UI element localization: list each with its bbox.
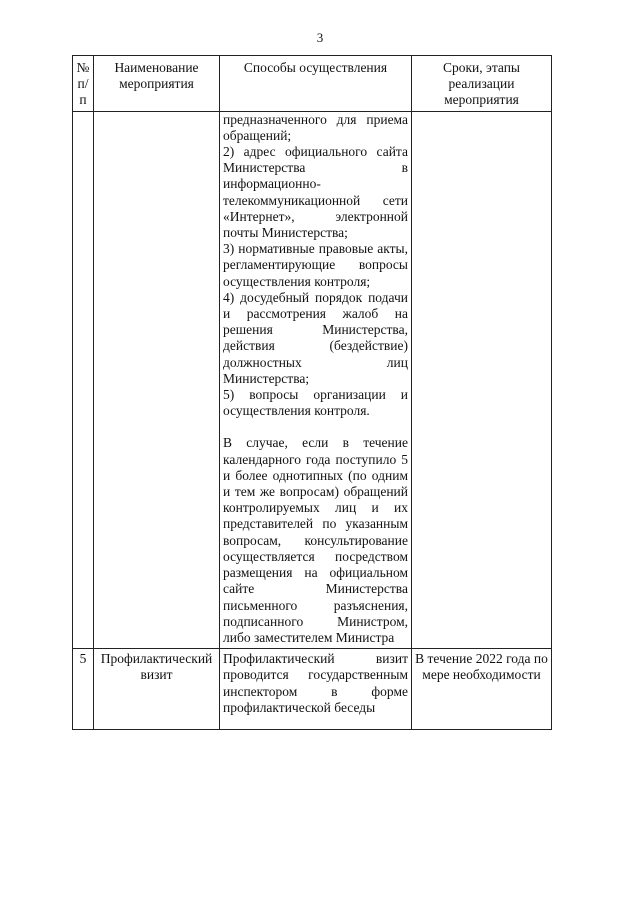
paragraph-gap [223, 419, 408, 435]
cell-num: 5 [73, 649, 94, 730]
method-paragraph: В случае, если в течение календарного года поступило 5 и более однотипных (по одним и тем же вопросам) обращений контролируемых лиц и их представителей по указанным вопросам, консультирование осуществляется посредством размещения на официальном сайте Министерства письменного разъяснения, подписанного Министром, либо заместителем Министра [223, 435, 408, 645]
header-method: Способы осуществления [220, 56, 412, 112]
cell-name [94, 111, 220, 649]
method-paragraph: 5) вопросы организации и осуществления контроля. [223, 387, 408, 419]
method-paragraph: 3) нормативные правовые акты, регламентирующие вопросы осуществления контроля; [223, 241, 408, 289]
table-row-continuation [73, 111, 552, 649]
cell-name: Профилактический визит [94, 649, 220, 730]
cell-num [73, 111, 94, 649]
method-paragraph: предназначенного для приема обращений; [223, 111, 408, 143]
cell-terms: В течение 2022 года по мере необходимости [412, 649, 552, 730]
page-number: 3 [316, 30, 324, 45]
cell-method [220, 111, 412, 649]
table-row [73, 649, 552, 730]
measures-table [72, 55, 552, 730]
method-paragraph: 2) адрес официального сайта Министерства в информационно-телекоммуникационной сети «Интернет», электронной почты Министерства; [223, 144, 408, 241]
header-num: № п/п [73, 56, 94, 112]
header-terms: Сроки, этапы реализации мероприятия [412, 56, 552, 112]
table-header-row [73, 56, 552, 112]
header-name: Наименование мероприятия [94, 56, 220, 112]
cell-terms [412, 111, 552, 649]
method-paragraph: 4) досудебный порядок подачи и рассмотрения жалоб на решения Министерства, действия (бездействие) должностных лиц Министерства; [223, 289, 408, 386]
cell-method: Профилактический визит проводится государственным инспектором в форме профилактической беседы [220, 649, 412, 730]
